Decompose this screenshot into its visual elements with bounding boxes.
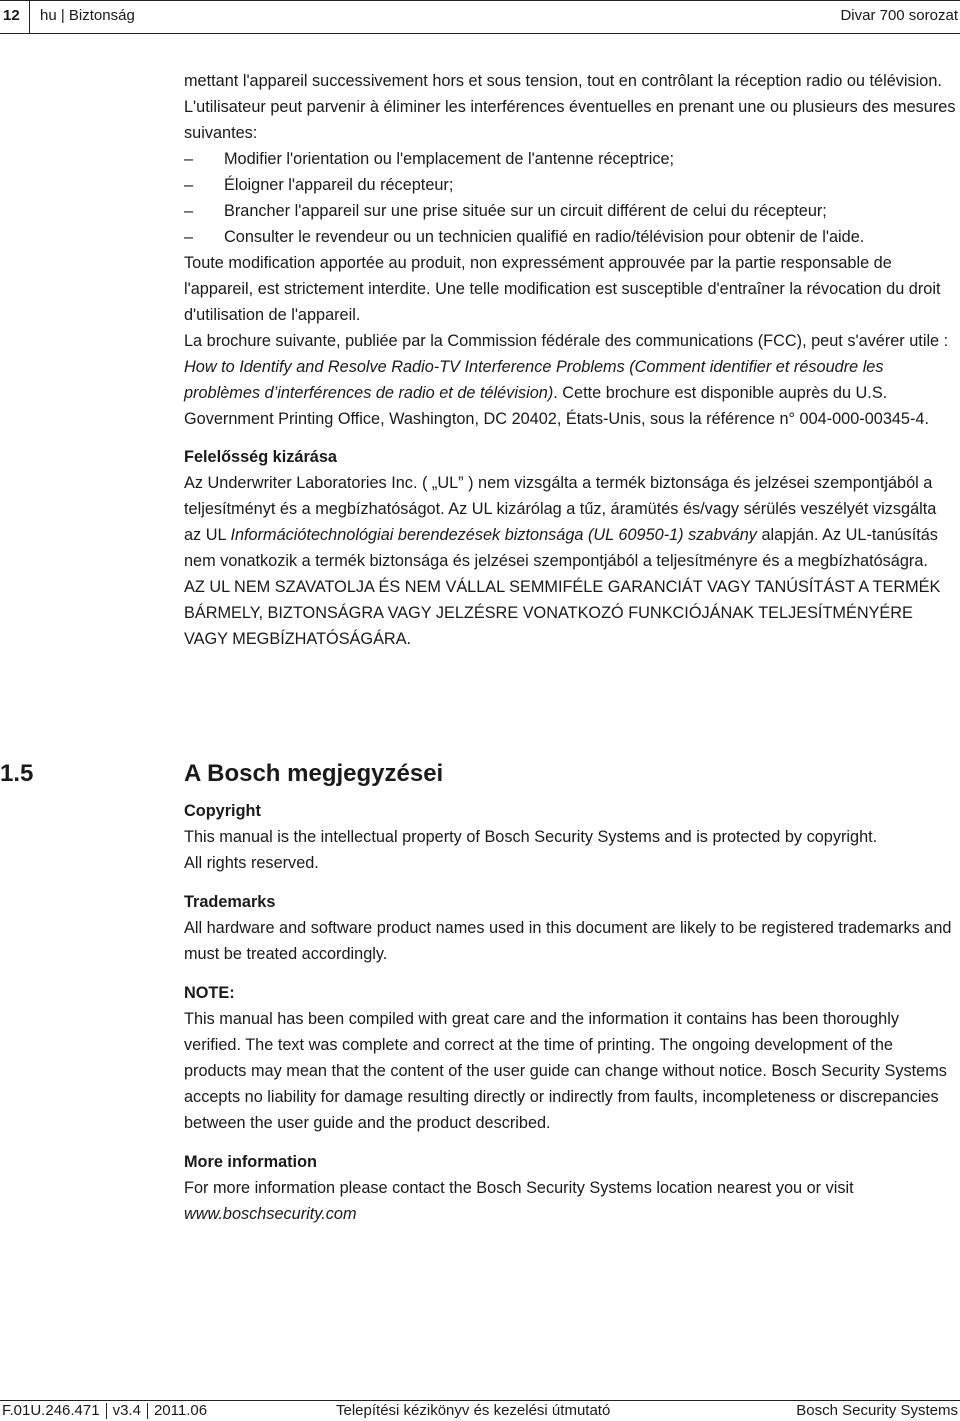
dash-marker: –	[184, 150, 194, 168]
note-text: This manual has been compiled with great care and the information it contains has been thoroughly verified. The text was complete and correct at the time of printing. The ongoing development of the products may mean that the content of the user guide can change without notice. Bosch Security Systems accepts no liability for damage resulting directly or indirectly from faults, incompleteness or discrepancies between the user guide and the product described.	[184, 1010, 947, 1132]
footer-doc-id: F.01U.246.471	[2, 1402, 100, 1419]
header-product: Divar 700 sorozat	[840, 7, 958, 24]
disclaimer-caps: AZ UL NEM SZAVATOLJA ÉS NEM VÁLLAL SEMMIFÉLE GARANCIÁT VAGY TANÚSÍTÁST A TERMÉK BÁRMELY, BIZTONSÁGRA VAGY JELZÉSRE VONATKOZÓ FUNKCIÓJÁNAK TELJESÍTMÉNYÉRE VAGY MEGBÍZHATÓSÁGÁRA.	[184, 578, 941, 648]
list-item-text: Consulter le revendeur ou un technicien qualifié en radio/télévision pour obtenir de l'aide.	[224, 228, 865, 246]
brochure-post: . Cette brochure est disponible auprès du U.S. Government Printing Office, Washington, DC 20402, États-Unis, sous la référence n° 004-000-00345-4.	[184, 384, 929, 428]
website-link[interactable]: www.boschsecurity.com	[184, 1205, 357, 1223]
copyright-text: This manual is the intellectual property of Bosch Security Systems and is protected by copyright.	[184, 828, 878, 846]
disclaimer-text-3: alapján.	[756, 526, 819, 544]
disclaimer-text-2: Az UL kizárólag a tűz, áramütés és/vagy sérülés veszélyét vizsgálta az UL	[184, 500, 937, 544]
footer-date: 2011.06	[153, 1402, 208, 1419]
page-footer	[0, 1400, 960, 1421]
note-heading: NOTE:	[184, 984, 235, 1002]
rights-text: All rights reserved.	[184, 854, 319, 872]
dash-marker: –	[184, 228, 194, 246]
trademarks-heading: Trademarks	[184, 893, 276, 911]
modification-text-1: Toute modification apportée au produit, non expressément approuvée par la partie responsable de l'appareil, est strictement interdite.	[184, 254, 892, 298]
footer-doc-info	[2, 1401, 207, 1421]
fcc-intro: mettant l'appareil successivement hors et sous tension, tout en contrôlant la réception radio ou télévision. L'utilisateur peut parvenir à éliminer les interférences éventuelles en prenant une ou plusieurs des mesures suivantes:	[184, 72, 956, 142]
list-item	[184, 224, 956, 250]
dash-marker: –	[184, 176, 194, 194]
more-info-text: For more information please contact the Bosch Security Systems location nearest you or visit	[184, 1179, 854, 1197]
list-item	[184, 198, 956, 224]
list-item-text: Éloigner l'appareil du récepteur;	[224, 176, 454, 194]
page-number: 12	[0, 1, 30, 33]
dash-marker: –	[184, 202, 194, 220]
disclaimer-text-1: Az Underwriter Laboratories Inc. ( „UL” ) nem vizsgálta a termék biztonsága és jelzései szempontjából a teljesítményt és a megbízhatóságot.	[184, 474, 933, 518]
page-header	[0, 0, 960, 34]
brochure-title: How to Identify and Resolve Radio-TV Interference Problems (Comment identifier et résoudre les problèmes d’interférences de radio et de télévision)	[184, 358, 884, 402]
modification-text-2: Une telle modification est susceptible d'entraîner la révocation du droit d'utilisation de l'appareil.	[184, 280, 941, 324]
more-info-heading: More information	[184, 1153, 317, 1171]
list-item	[184, 146, 956, 172]
list-item-text: Brancher l'appareil sur une prise située sur un circuit différent de celui du récepteur;	[224, 202, 827, 220]
trademarks-text: All hardware and software product names used in this document are likely to be registered trademarks and must be treated accordingly.	[184, 919, 952, 963]
section-title: A Bosch megjegyzései	[184, 760, 444, 787]
bosch-notes	[184, 798, 956, 1227]
main-content	[184, 68, 956, 652]
header-section: hu | Biztonság	[40, 7, 135, 24]
list-item	[184, 172, 956, 198]
more-info-paragraph	[184, 1175, 956, 1227]
brochure-pre: La brochure suivante, publiée par la Commission fédérale des communications (FCC), peut s'avérer utile :	[184, 332, 949, 350]
disclaimer-heading: Felelősség kizárása	[184, 448, 337, 466]
brochure-paragraph	[184, 328, 956, 432]
disclaimer-text-4: Az UL-tanúsítás nem vonatkozik a termék biztonsága és jelzései szempontjából a teljesítményre és a megbízhatóságra.	[184, 526, 938, 570]
ul-standard-title: Információtechnológiai berendezések biztonsága (UL 60950-1) szabvány	[230, 526, 757, 544]
copyright-heading: Copyright	[184, 802, 261, 820]
footer-version: v3.4	[112, 1402, 141, 1419]
footer-title: Telepítési kézikönyv és kezelési útmutató	[336, 1402, 611, 1419]
footer-company: Bosch Security Systems	[796, 1402, 958, 1419]
section-number: 1.5	[0, 760, 34, 787]
disclaimer-paragraph	[184, 470, 956, 574]
modification-paragraph	[184, 250, 956, 328]
list-item-text: Modifier l'orientation ou l'emplacement de l'antenne réceptrice;	[224, 150, 675, 168]
